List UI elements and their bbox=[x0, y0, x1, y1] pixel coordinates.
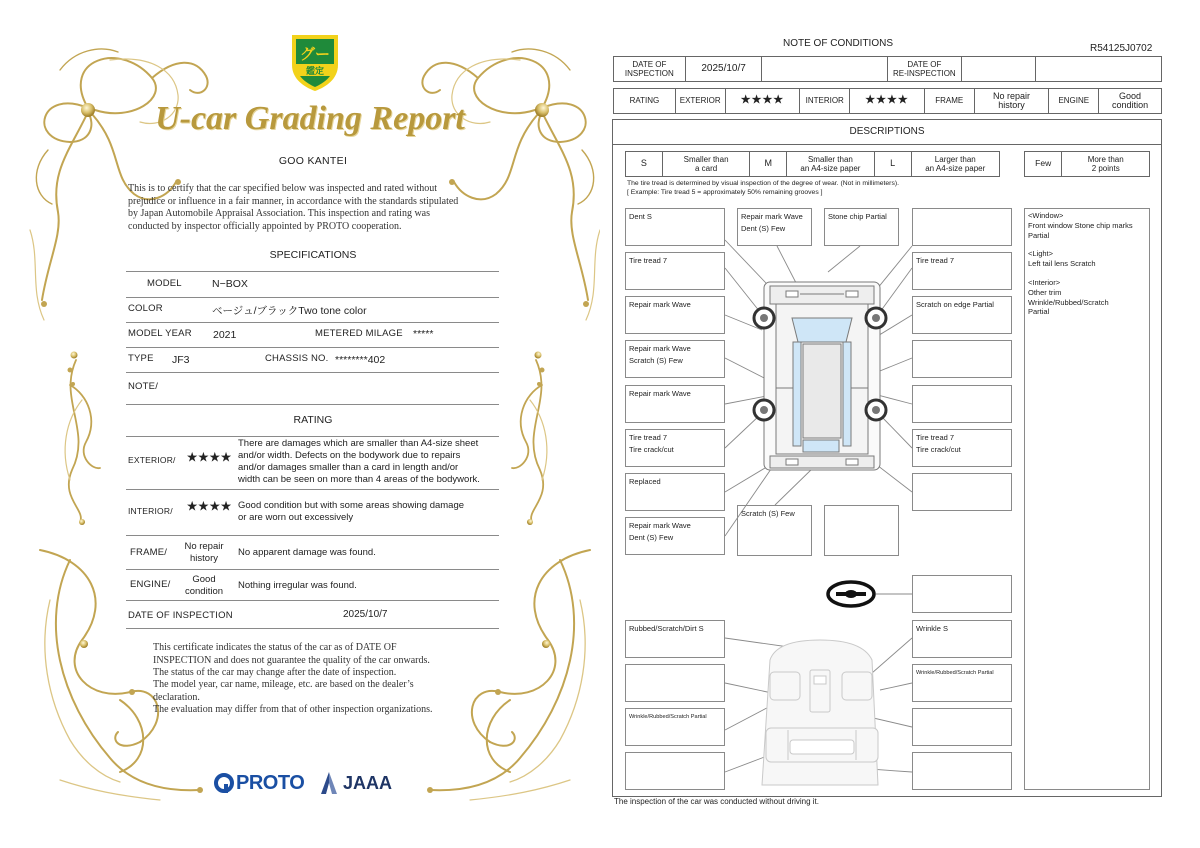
disclaimer-line: declaration. bbox=[153, 692, 200, 703]
frame-value-line: No repair bbox=[184, 541, 224, 552]
notes-heading: <Light> bbox=[1028, 249, 1054, 259]
value-line: condition bbox=[1112, 100, 1149, 110]
proto-logo-text: PROTO bbox=[236, 771, 305, 794]
chassis-value: ********402 bbox=[335, 354, 386, 366]
interior-damage-box bbox=[625, 664, 725, 702]
interior-stars: ★★★★ bbox=[865, 94, 909, 107]
rating-label: RATING bbox=[629, 96, 660, 106]
exterior-description-line: and/or width. Defects on the bodywork due to repairs bbox=[238, 450, 461, 461]
interior-stars: ★★★★ bbox=[187, 501, 233, 513]
damage-box bbox=[625, 208, 725, 246]
certification-line: conducted by inspector officially appointed by PROTO cooperation. bbox=[128, 221, 402, 232]
value-line: Good bbox=[1119, 90, 1142, 101]
damage-text: Tire tread 7 bbox=[916, 256, 955, 265]
damage-text: Wrinkle/Rubbed/Scratch Partial bbox=[629, 714, 707, 720]
notes-line: Partial bbox=[1028, 307, 1050, 317]
exterior-description-line: There are damages which are smaller than A4-size sheet bbox=[238, 438, 479, 449]
car-interior-diagram bbox=[762, 640, 878, 785]
frame-value-line: history bbox=[190, 553, 218, 564]
damage-box bbox=[912, 385, 1012, 423]
steering-wheel-icon bbox=[828, 582, 874, 606]
damage-text: Tire tread 7 bbox=[916, 433, 955, 442]
damage-box bbox=[912, 208, 1012, 246]
frame-label: FRAME bbox=[935, 96, 964, 106]
damage-box bbox=[912, 252, 1012, 290]
legend-code-s: S bbox=[640, 158, 647, 169]
legend-code-few: Few bbox=[1035, 158, 1052, 169]
model-value: N−BOX bbox=[212, 278, 248, 290]
additional-notes-box bbox=[1024, 208, 1150, 790]
interior-label: INTERIOR bbox=[805, 96, 844, 106]
model-year-value: 2021 bbox=[213, 329, 237, 341]
legend-line: a card bbox=[694, 164, 718, 173]
legend-line: an A4-size paper bbox=[800, 164, 861, 173]
legend-line: an A4-size paper bbox=[925, 164, 986, 173]
disclaimer-line: This certificate indicates the status of the car as of DATE OF bbox=[153, 642, 397, 653]
legend-line: Smaller than bbox=[683, 154, 729, 164]
exterior-label: EXTERIOR/ bbox=[128, 455, 176, 465]
legend-code-l: L bbox=[890, 158, 896, 169]
exterior-description-line: and/or damages smaller than a card in length and/or bbox=[238, 462, 459, 473]
color-value: ベージュ/ブラックTwo tone color bbox=[212, 305, 367, 317]
notes-line: Other trim bbox=[1028, 287, 1062, 297]
interior-damage-box bbox=[912, 752, 1012, 790]
label-line: INSPECTION bbox=[624, 69, 674, 78]
frame-label: FRAME/ bbox=[130, 547, 168, 558]
label-line: DATE OF bbox=[632, 59, 667, 69]
interior-damage-box bbox=[625, 752, 725, 790]
notes-line: Left tail lens Scratch bbox=[1028, 259, 1096, 269]
car-top-view bbox=[764, 282, 880, 470]
inspection-date-value: 2025/10/7 bbox=[343, 609, 388, 620]
badge-top-text: グー bbox=[299, 45, 331, 63]
interior-damage-box bbox=[912, 664, 1012, 702]
damage-box bbox=[912, 473, 1012, 511]
damage-box bbox=[824, 505, 899, 556]
frame-description: No apparent damage was found. bbox=[238, 547, 376, 558]
tire-note-line: The tire tread is determined by visual inspection of the degree of wear. (Not in millimeters). bbox=[627, 180, 899, 187]
legend-line: 2 points bbox=[1091, 164, 1120, 173]
legend-line: Smaller than bbox=[807, 154, 853, 164]
damage-box bbox=[625, 340, 725, 378]
interior-damage-box bbox=[625, 620, 725, 658]
damage-text: Repair mark Wave bbox=[629, 521, 691, 530]
damage-box bbox=[912, 575, 1012, 613]
legend-line: Larger than bbox=[934, 154, 976, 164]
damage-text: Tire crack/cut bbox=[916, 445, 961, 454]
mileage-label: METERED MILAGE bbox=[315, 328, 403, 339]
damage-box bbox=[625, 473, 725, 511]
type-label: TYPE bbox=[128, 353, 154, 364]
damage-box bbox=[912, 296, 1012, 334]
exterior-description-line: width can be seen on more than 4 areas of the bodywork. bbox=[238, 474, 480, 485]
type-value: JF3 bbox=[172, 354, 190, 366]
notes-line: Wrinkle/Rubbed/Scratch bbox=[1028, 297, 1109, 307]
damage-text: Repair mark Wave bbox=[629, 344, 691, 353]
damage-text: Scratch (S) Few bbox=[741, 509, 795, 518]
interior-description-line: Good condition but with some areas showing damage bbox=[238, 500, 465, 511]
disclaimer-line: The evaluation may differ from that of other inspection organizations. bbox=[153, 704, 433, 715]
interior-damage-box bbox=[912, 708, 1012, 746]
damage-box bbox=[737, 505, 812, 556]
jaaa-logo-text: JAAA bbox=[343, 772, 393, 793]
notes-line: Front window Stone chip marks bbox=[1028, 220, 1133, 230]
damage-box bbox=[912, 429, 1012, 467]
damage-text: Wrinkle S bbox=[916, 624, 948, 633]
descriptions-heading: DESCRIPTIONS bbox=[849, 126, 925, 137]
damage-text: Tire tread 7 bbox=[629, 433, 668, 442]
damage-text: Tire crack/cut bbox=[629, 445, 674, 454]
rating-heading: RATING bbox=[293, 414, 333, 426]
damage-text: Dent (S) Few bbox=[629, 533, 674, 542]
value-line: No repair bbox=[993, 90, 1031, 101]
damage-text: Repair mark Wave bbox=[629, 300, 691, 309]
damage-box bbox=[912, 340, 1012, 378]
interior-description-line: or are worn out excessively bbox=[238, 512, 354, 523]
damage-box bbox=[625, 429, 725, 467]
report-number: R54125J0702 bbox=[1090, 43, 1153, 54]
label-line: RE-INSPECTION bbox=[893, 69, 956, 78]
exterior-label: EXTERIOR bbox=[679, 96, 721, 106]
legend-line: More than bbox=[1087, 154, 1124, 164]
engine-label: ENGINE/ bbox=[130, 579, 171, 590]
damage-text: Stone chip Partial bbox=[828, 212, 887, 221]
disclaimer-line: The status of the car may change after the date of inspection. bbox=[153, 667, 397, 678]
org-name: GOO KANTEI bbox=[278, 155, 348, 167]
damage-box bbox=[824, 208, 899, 246]
exterior-stars: ★★★★ bbox=[740, 94, 785, 107]
model-year-label: MODEL YEAR bbox=[128, 328, 192, 339]
label-line: DATE OF bbox=[907, 59, 942, 69]
damage-text: Scratch on edge Partial bbox=[916, 300, 994, 309]
engine-label: ENGINE bbox=[1058, 96, 1090, 106]
certification-line: This is to certify that the car specified below was inspected and rated without bbox=[128, 183, 438, 194]
notes-heading: <Interior> bbox=[1028, 277, 1061, 287]
inspection-footer-note: The inspection of the car was conducted without driving it. bbox=[614, 797, 819, 806]
damage-box bbox=[625, 385, 725, 423]
notes-heading: <Window> bbox=[1028, 211, 1064, 220]
damage-text: Dent S bbox=[629, 212, 652, 221]
certification-line: prejudice or influence in a fair manner, in accordance with the standards stipulated bbox=[128, 196, 459, 207]
exterior-stars: ★★★★ bbox=[187, 452, 233, 464]
damage-text: Repair mark Wave bbox=[741, 212, 803, 221]
disclaimer-line: INSPECTION and does not guarantee the quality of the car onwards. bbox=[153, 655, 430, 666]
chassis-label: CHASSIS NO. bbox=[265, 353, 329, 364]
certification-line: by Japan Automobile Appraisal Association. This inspection and rating was bbox=[128, 208, 430, 219]
engine-value-line: Good bbox=[192, 574, 216, 585]
note-label: NOTE/ bbox=[128, 381, 159, 392]
value-line: history bbox=[998, 100, 1025, 110]
badge-bottom-text: 鑑定 bbox=[305, 67, 325, 77]
damage-box bbox=[737, 208, 812, 246]
legend-code-m: M bbox=[764, 158, 772, 169]
conditions-title: NOTE OF CONDITIONS bbox=[783, 38, 893, 49]
interior-damage-box bbox=[625, 708, 725, 746]
tire-note-line: [ Example: Tire tread 5 = approximately 50% remaining grooves ] bbox=[627, 189, 823, 196]
specifications-heading: SPECIFICATIONS bbox=[269, 249, 357, 261]
inspection-date-label: DATE OF INSPECTION bbox=[128, 610, 233, 621]
damage-text: Repair mark Wave bbox=[629, 389, 691, 398]
damage-text: Rubbed/Scratch/Dirt S bbox=[629, 624, 704, 633]
color-label: COLOR bbox=[128, 303, 163, 314]
damage-box bbox=[625, 296, 725, 334]
damage-text: Dent (S) Few bbox=[741, 224, 786, 233]
damage-box bbox=[625, 517, 725, 555]
interior-damage-box bbox=[912, 620, 1012, 658]
damage-box bbox=[625, 252, 725, 290]
damage-text: Scratch (S) Few bbox=[629, 356, 683, 365]
engine-value-line: condition bbox=[184, 586, 224, 597]
engine-description: Nothing irregular was found. bbox=[238, 580, 357, 591]
mileage-value: ***** bbox=[413, 328, 434, 340]
model-label: MODEL bbox=[147, 278, 182, 289]
notes-line: Partial bbox=[1028, 230, 1050, 240]
report-title: U-car Grading Report bbox=[155, 100, 465, 137]
damage-text: Replaced bbox=[629, 477, 661, 486]
interior-label: INTERIOR/ bbox=[128, 506, 173, 516]
damage-text: Wrinkle/Rubbed/Scratch Partial bbox=[916, 670, 994, 676]
disclaimer-line: The model year, car name, mileage, etc. are based on the dealer’s bbox=[153, 679, 414, 690]
damage-text: Tire tread 7 bbox=[629, 256, 668, 265]
inspection-date: 2025/10/7 bbox=[701, 63, 746, 75]
